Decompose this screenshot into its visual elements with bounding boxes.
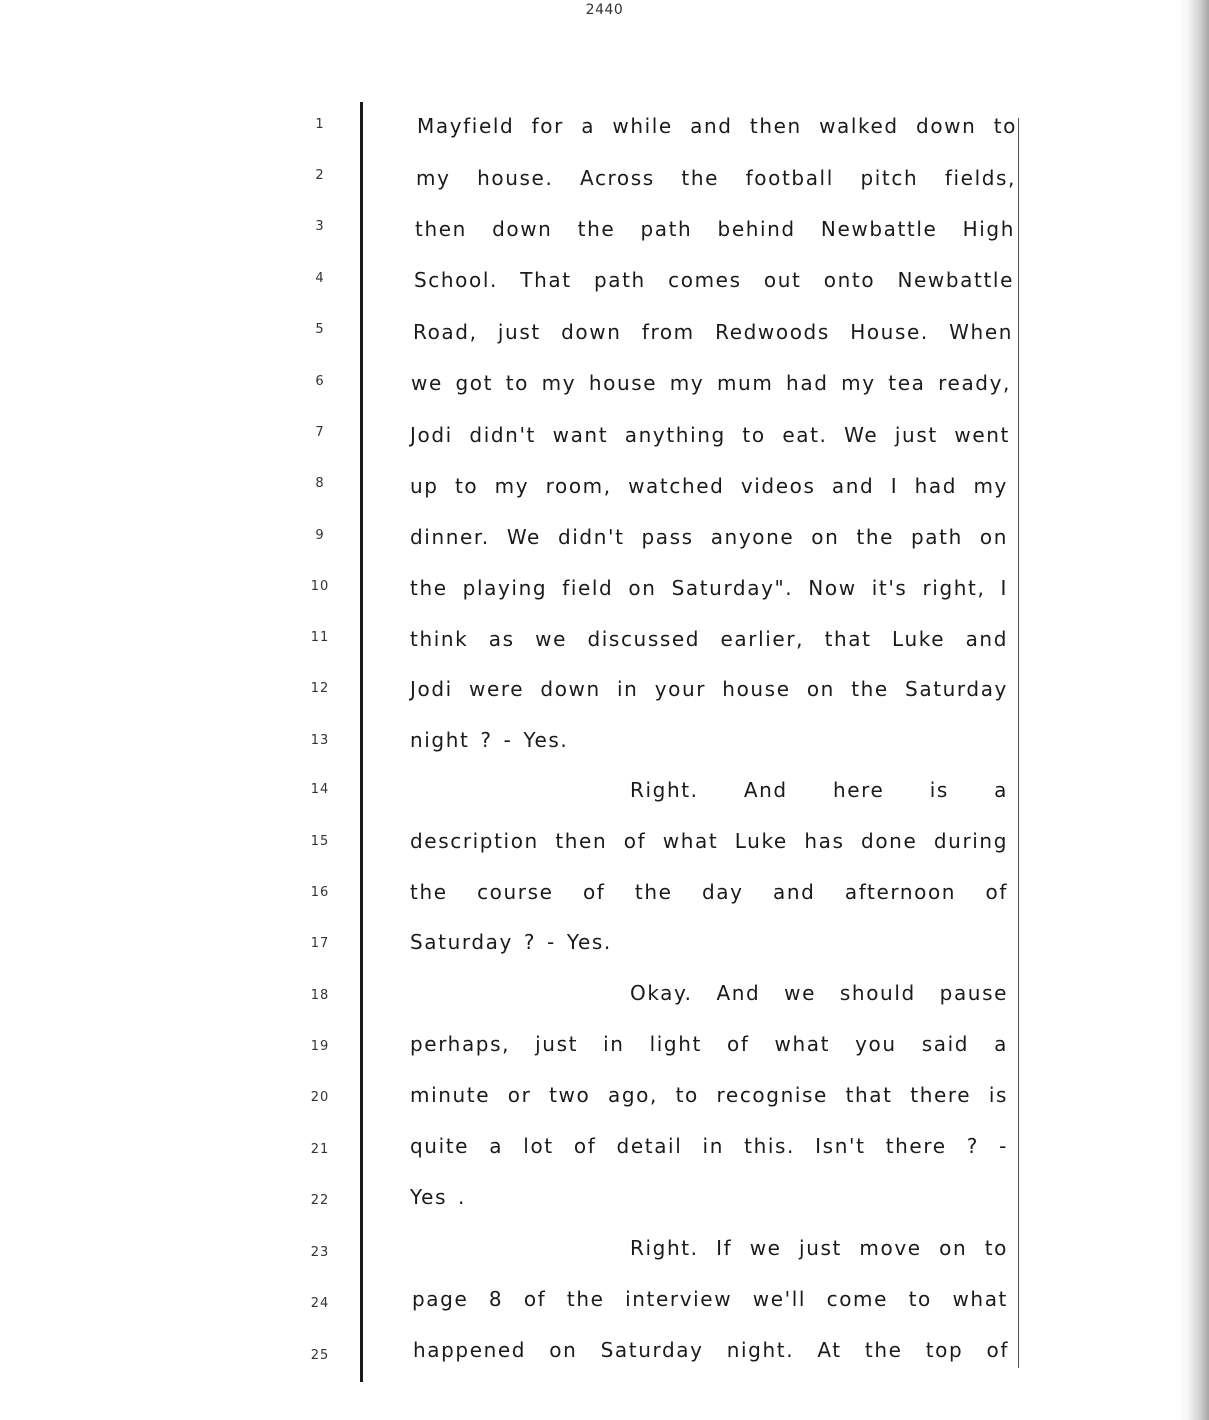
transcript-line: Right. If we just move on to <box>630 1236 1008 1260</box>
line-number: 20 <box>310 1090 330 1105</box>
line-number: 1 <box>315 117 325 132</box>
line-number: 8 <box>315 476 325 491</box>
transcript-line: quite a lot of detail in this. Isn't there ? - <box>410 1134 1008 1158</box>
transcript-line: Jodi didn't want anything to eat. We just went <box>410 423 1010 447</box>
transcript-line: then down the path behind Newbattle High <box>415 217 1015 241</box>
transcript-line: the course of the day and afternoon of <box>410 880 1008 904</box>
transcript-line: Mayfield for a while and then walked down to <box>417 114 1017 138</box>
transcript-line: Road, just down from Redwoods House. When <box>413 320 1013 344</box>
transcript-line: the playing field on Saturday". Now it's right, I <box>410 576 1008 600</box>
line-number: 15 <box>310 834 330 849</box>
line-number: 23 <box>310 1245 330 1260</box>
line-number: 9 <box>315 528 325 543</box>
page-edge-shadow <box>1179 0 1209 1420</box>
transcript-line: page 8 of the interview we'll come to what <box>412 1287 1008 1311</box>
transcript-line: night ? - Yes. <box>410 728 569 752</box>
transcript-line: happened on Saturday night. At the top of <box>413 1338 1009 1362</box>
line-number: 14 <box>310 782 330 797</box>
line-number: 13 <box>310 733 330 748</box>
transcript-line: dinner. We didn't pass anyone on the path on <box>410 525 1008 549</box>
transcript-line: think as we discussed earlier, that Luke and <box>410 627 1008 651</box>
transcript-line: Saturday ? - Yes. <box>410 930 612 954</box>
transcript-line: description then of what Luke has done during <box>410 829 1008 853</box>
line-number: 7 <box>315 425 325 440</box>
right-margin-rule <box>1018 118 1019 1368</box>
transcript-line: we got to my house my mum had my tea ready, <box>411 371 1011 395</box>
transcript-line: perhaps, just in light of what you said a <box>410 1032 1008 1056</box>
line-number: 11 <box>310 630 330 645</box>
line-number: 12 <box>310 681 330 696</box>
line-number: 18 <box>310 988 330 1003</box>
transcript-line: Okay. And we should pause <box>630 981 1008 1005</box>
page-number: 2440 <box>585 2 624 18</box>
line-number: 2 <box>315 168 325 183</box>
line-number: 5 <box>315 322 325 337</box>
line-number: 6 <box>315 374 325 389</box>
line-number: 25 <box>310 1348 330 1363</box>
transcript-line: minute or two ago, to recognise that there is <box>410 1083 1008 1107</box>
line-number: 17 <box>310 936 330 951</box>
transcript-line: Right. And here is a <box>630 778 1008 802</box>
line-number: 4 <box>315 271 325 286</box>
line-number: 10 <box>310 579 330 594</box>
line-number: 16 <box>310 885 330 900</box>
line-number: 22 <box>310 1193 330 1208</box>
line-number: 3 <box>315 219 325 234</box>
transcript-line: Yes . <box>410 1185 466 1209</box>
transcript-line: School. That path comes out onto Newbattle <box>414 268 1014 292</box>
line-number: 24 <box>310 1296 330 1311</box>
line-number: 19 <box>310 1039 330 1054</box>
transcript-line: up to my room, watched videos and I had my <box>410 474 1008 498</box>
left-margin-rule <box>360 102 363 1382</box>
line-number: 21 <box>310 1142 330 1157</box>
transcript-line: my house. Across the football pitch fields, <box>416 166 1016 190</box>
transcript-line: Jodi were down in your house on the Saturday <box>410 677 1008 701</box>
